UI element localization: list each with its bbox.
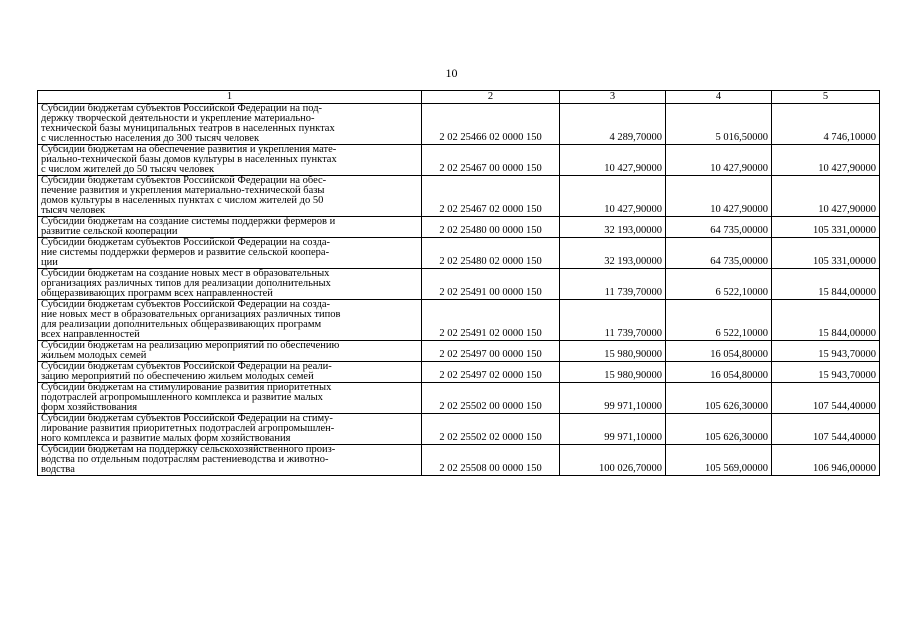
description-line: водства по отдельным подотраслям растениеводства и животно-	[41, 454, 329, 465]
value-col-5: 105 331,00000	[772, 238, 880, 269]
description-line: Субсидии бюджетам субъектов Российской Федерации на созда-	[41, 299, 331, 310]
table-row	[38, 176, 880, 217]
value-col-3: 10 427,90000	[560, 145, 666, 176]
budget-code: 2 02 25502 02 0000 150	[422, 414, 560, 445]
description-line: всех направленностей	[41, 329, 140, 340]
description-line: жильем молодых семей	[41, 350, 147, 361]
budget-code: 2 02 25480 00 0000 150	[422, 217, 560, 238]
row-description	[38, 145, 422, 176]
description-line: печение развития и укрепления материально-технической базы	[41, 185, 325, 196]
description-line: Субсидии бюджетам субъектов Российской Федерации на созда-	[41, 237, 331, 248]
description-line: форм хозяйствования	[41, 402, 138, 413]
value-col-4: 64 735,00000	[666, 238, 772, 269]
budget-code: 2 02 25467 00 0000 150	[422, 145, 560, 176]
value-col-3: 15 980,90000	[560, 341, 666, 362]
value-col-5: 107 544,40000	[772, 383, 880, 414]
description-line: Субсидии бюджетам субъектов Российской Федерации на реали-	[41, 361, 332, 372]
value-col-3: 99 971,10000	[560, 414, 666, 445]
table-row	[38, 414, 880, 445]
budget-code: 2 02 25502 00 0000 150	[422, 383, 560, 414]
description-line: риально-технической базы домов культуры в населенных пунктах	[41, 154, 337, 165]
description-line: зацию мероприятий по обеспечению жильем молодых семей	[41, 371, 314, 382]
description-line: Субсидии бюджетам на реализацию мероприятий по обеспечению	[41, 340, 340, 351]
value-col-4: 10 427,90000	[666, 145, 772, 176]
value-col-4: 6 522,10000	[666, 269, 772, 300]
header-col-3: 3	[560, 91, 666, 104]
description-line: водства	[41, 464, 75, 475]
value-col-5: 106 946,00000	[772, 445, 880, 476]
value-col-4: 105 569,00000	[666, 445, 772, 476]
header-col-1: 1	[38, 91, 422, 104]
value-col-5: 15 844,00000	[772, 300, 880, 341]
header-col-2: 2	[422, 91, 560, 104]
row-description	[38, 383, 422, 414]
table-header-row	[38, 91, 880, 104]
value-col-4: 105 626,30000	[666, 383, 772, 414]
description-line: Субсидии бюджетам на стимулирование развития приоритетных	[41, 382, 332, 393]
description-line: домов культуры в населенных пунктах с числом жителей до 50	[41, 195, 324, 206]
row-description	[38, 362, 422, 383]
description-line: лирование развития приоритетных подотраслей агропромышлен-	[41, 423, 335, 434]
value-col-3: 100 026,70000	[560, 445, 666, 476]
table-row	[38, 238, 880, 269]
row-description	[38, 176, 422, 217]
budget-code: 2 02 25466 02 0000 150	[422, 104, 560, 145]
header-col-5: 5	[772, 91, 880, 104]
description-line: Субсидии бюджетам субъектов Российской Федерации на обес-	[41, 175, 327, 186]
table-row	[38, 104, 880, 145]
value-col-5: 10 427,90000	[772, 176, 880, 217]
row-description	[38, 445, 422, 476]
table-row	[38, 217, 880, 238]
value-col-4: 6 522,10000	[666, 300, 772, 341]
row-description	[38, 300, 422, 341]
row-description	[38, 104, 422, 145]
description-line: для реализации дополнительных общеразвивающих программ	[41, 319, 322, 330]
value-col-4: 10 427,90000	[666, 176, 772, 217]
row-description	[38, 341, 422, 362]
description-line: ние новых мест в образовательных организациях различных типов	[41, 309, 341, 320]
row-description	[38, 269, 422, 300]
value-col-3: 99 971,10000	[560, 383, 666, 414]
description-line: Субсидии бюджетам субъектов Российской Федерации на стиму-	[41, 413, 333, 424]
budget-code: 2 02 25497 02 0000 150	[422, 362, 560, 383]
table-row	[38, 445, 880, 476]
description-line: технической базы муниципальных театров в населенных пунктах	[41, 123, 335, 134]
table-row	[38, 383, 880, 414]
value-col-3: 11 739,70000	[560, 269, 666, 300]
description-line: организациях различных типов для реализации дополнительных	[41, 278, 331, 289]
budget-code: 2 02 25491 02 0000 150	[422, 300, 560, 341]
value-col-5: 10 427,90000	[772, 145, 880, 176]
value-col-3: 11 739,70000	[560, 300, 666, 341]
budget-code: 2 02 25480 02 0000 150	[422, 238, 560, 269]
description-line: тысяч человек	[41, 205, 106, 216]
description-line: ного комплекса и развитие малых форм хозяйствования	[41, 433, 291, 444]
budget-table	[37, 90, 880, 476]
description-line: ции	[41, 257, 58, 268]
table-row	[38, 341, 880, 362]
row-description	[38, 238, 422, 269]
description-line: ние системы поддержки фермеров и развитие сельской коопера-	[41, 247, 330, 258]
page-number: 10	[445, 66, 458, 80]
value-col-4: 16 054,80000	[666, 362, 772, 383]
value-col-3: 15 980,90000	[560, 362, 666, 383]
value-col-5: 105 331,00000	[772, 217, 880, 238]
value-col-3: 10 427,90000	[560, 176, 666, 217]
table-row	[38, 145, 880, 176]
value-col-5: 15 844,00000	[772, 269, 880, 300]
header-col-4: 4	[666, 91, 772, 104]
value-col-3: 4 289,70000	[560, 104, 666, 145]
description-line: Субсидии бюджетам субъектов Российской Федерации на под-	[41, 103, 323, 114]
budget-code: 2 02 25497 00 0000 150	[422, 341, 560, 362]
description-line: подотраслей агропромышленного комплекса и развитие малых	[41, 392, 323, 403]
table-row	[38, 269, 880, 300]
table-body	[38, 104, 880, 476]
description-line: Субсидии бюджетам на создание новых мест в образовательных	[41, 268, 330, 279]
description-line: держку творческой деятельности и укрепление материально-	[41, 113, 315, 124]
value-col-4: 16 054,80000	[666, 341, 772, 362]
description-line: с численностью населения до 300 тысяч человек	[41, 133, 260, 144]
description-line: Субсидии бюджетам на поддержку сельскохозяйственного произ-	[41, 444, 336, 455]
value-col-5: 107 544,40000	[772, 414, 880, 445]
budget-code: 2 02 25467 02 0000 150	[422, 176, 560, 217]
value-col-5: 15 943,70000	[772, 341, 880, 362]
table-row	[38, 362, 880, 383]
description-line: с числом жителей до 50 тысяч человек	[41, 164, 215, 175]
value-col-4: 5 016,50000	[666, 104, 772, 145]
row-description	[38, 217, 422, 238]
budget-code: 2 02 25508 00 0000 150	[422, 445, 560, 476]
table-row	[38, 300, 880, 341]
description-line: общеразвивающих программ всех направленностей	[41, 288, 273, 299]
value-col-3: 32 193,00000	[560, 217, 666, 238]
value-col-5: 15 943,70000	[772, 362, 880, 383]
value-col-3: 32 193,00000	[560, 238, 666, 269]
description-line: Субсидии бюджетам на обеспечение развития и укрепления мате-	[41, 144, 337, 155]
value-col-5: 4 746,10000	[772, 104, 880, 145]
value-col-4: 64 735,00000	[666, 217, 772, 238]
row-description	[38, 414, 422, 445]
value-col-4: 105 626,30000	[666, 414, 772, 445]
budget-code: 2 02 25491 00 0000 150	[422, 269, 560, 300]
description-line: Субсидии бюджетам на создание системы поддержки фермеров и	[41, 216, 336, 227]
description-line: развитие сельской кооперации	[41, 226, 178, 237]
